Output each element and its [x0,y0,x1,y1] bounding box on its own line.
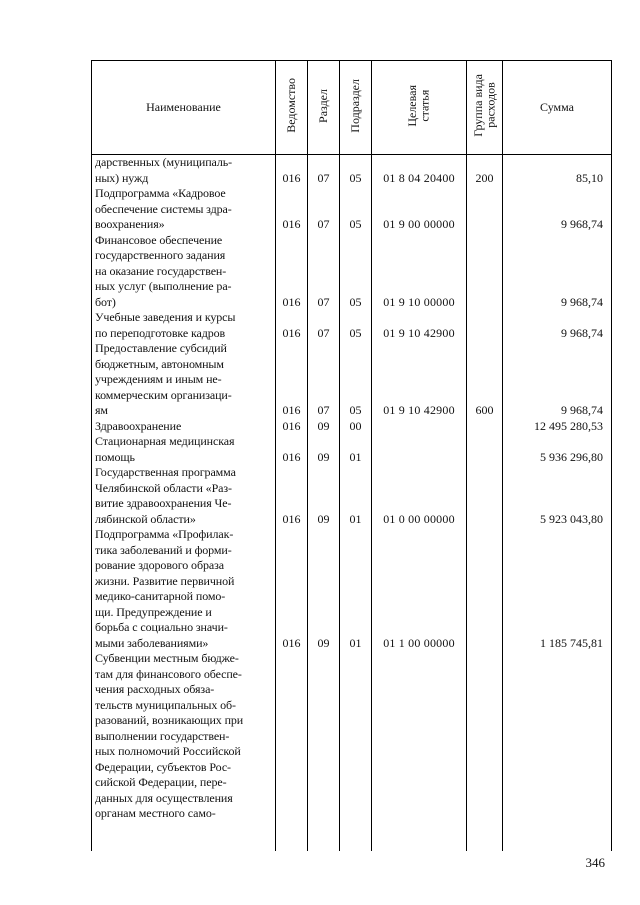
name-line: бюджетным, автономным [95,356,224,371]
name-line: Субвенции местным бюдже- [95,651,239,665]
cell-razdel: 09 [308,465,340,527]
name-line: Подпрограмма «Профилак- [95,527,234,541]
cell-celevaya-statya [372,651,467,851]
cell-gruppa-vida-rashodov [467,186,503,233]
name-line: разований, возникающих при [95,713,244,727]
name-line: бот) [95,294,116,309]
cell-celevaya-statya: 01 9 10 00000 [372,233,467,311]
name-line: медико-санитарной помо- [95,589,226,603]
cell-razdel: 09 [308,434,340,465]
cell-name [92,527,276,651]
cell-name [92,310,276,341]
name-line: обеспечение системы здра- [95,201,232,216]
cell-gruppa-vida-rashodov [467,527,503,651]
cell-podrazdel: 05 [340,310,372,341]
name-line: Федерации, субъектов Рос- [95,759,231,774]
cell-name [92,233,276,311]
table-header [92,61,612,155]
name-line: Государственная программа [95,465,236,479]
name-line: жизни. Развитие первичной [95,573,235,588]
table-row [92,341,612,419]
name-line: лябинской области» [95,511,196,526]
cell-summa: 1 185 745,81 [503,527,612,651]
header-summa: Сумма [503,61,612,155]
cell-vedomstvo: 016 [276,186,308,233]
name-line: Финансовое обеспечение [95,232,223,247]
cell-razdel: 07 [308,233,340,311]
name-line: Здравоохранение [95,418,182,433]
header-name: Наименование [92,61,276,155]
cell-podrazdel: 01 [340,434,372,465]
cell-vedomstvo [276,651,308,851]
name-line: тельств муниципальных об- [95,697,236,712]
cell-vedomstvo: 016 [276,233,308,311]
name-line: воохранения» [95,217,165,231]
cell-celevaya-statya: 01 1 00 00000 [372,527,467,651]
cell-summa: 9 968,74 [503,233,612,311]
cell-celevaya-statya [372,419,467,435]
cell-podrazdel: 05 [340,155,372,187]
name-line: там для финансового обеспе- [95,666,242,681]
name-line: учреждениям и иным не- [95,372,222,386]
cell-podrazdel: 05 [340,186,372,233]
cell-summa: 5 936 296,80 [503,434,612,465]
cell-name [92,434,276,465]
cell-razdel: 09 [308,527,340,651]
cell-vedomstvo: 016 [276,310,308,341]
name-line: Учебные заведения и курсы [95,310,236,324]
name-line: сийской Федерации, пере- [95,775,227,789]
cell-summa: 9 968,74 [503,310,612,341]
cell-celevaya-statya: 01 0 00 00000 [372,465,467,527]
cell-celevaya-statya: 01 9 10 42900 [372,341,467,419]
cell-name [92,155,276,187]
name-line: ных полномочий Российской [95,744,241,758]
name-line: щи. Предупреждение и [95,604,212,619]
name-line: витие здравоохранения Че- [95,496,232,510]
cell-gruppa-vida-rashodov [467,419,503,435]
cell-summa: 85,10 [503,155,612,187]
cell-podrazdel: 05 [340,233,372,311]
cell-celevaya-statya [372,434,467,465]
name-line: тика заболеваний и форми- [95,542,232,557]
cell-name [92,465,276,527]
cell-summa: 9 968,74 [503,341,612,419]
name-line: государственного задания [95,248,226,262]
cell-razdel: 09 [308,419,340,435]
name-line: дарственных (муниципаль- [95,155,233,169]
header-gruppa-vida-rashodov: Группа вида расходов [467,61,503,155]
cell-celevaya-statya: 01 9 10 42900 [372,310,467,341]
table-row [92,310,612,341]
cell-vedomstvo: 016 [276,527,308,651]
cell-summa [503,651,612,851]
name-line: органам местного само- [95,806,216,820]
name-line: мыми заболеваниями» [95,635,209,650]
name-line: выполнении государствен- [95,728,230,743]
name-line: помощь [95,449,135,464]
cell-vedomstvo: 016 [276,465,308,527]
table-row [92,651,612,851]
cell-name [92,651,276,851]
cell-razdel: 07 [308,155,340,187]
cell-podrazdel: 01 [340,465,372,527]
name-line: рование здорового образа [95,558,224,572]
table-row [92,419,612,435]
name-line: коммерческим организаци- [95,387,232,402]
cell-razdel: 07 [308,186,340,233]
cell-vedomstvo: 016 [276,434,308,465]
cell-podrazdel: 00 [340,419,372,435]
header-vedomstvo: Ведомство [276,61,308,155]
name-line: Стационарная медицинская [95,434,235,448]
cell-celevaya-statya: 01 9 00 00000 [372,186,467,233]
cell-celevaya-statya: 01 8 04 20400 [372,155,467,187]
cell-name [92,341,276,419]
cell-gruppa-vida-rashodov [467,465,503,527]
cell-vedomstvo: 016 [276,155,308,187]
cell-gruppa-vida-rashodov [467,434,503,465]
header-razdel: Раздел [308,61,340,155]
name-line: данных для осуществления [95,790,233,805]
cell-razdel: 07 [308,310,340,341]
table-row [92,527,612,651]
cell-name [92,186,276,233]
cell-vedomstvo: 016 [276,341,308,419]
cell-gruppa-vida-rashodov [467,651,503,851]
table-row [92,186,612,233]
table-row [92,434,612,465]
table-row [92,465,612,527]
table-row [92,233,612,311]
name-line: Предоставление субсидий [95,341,227,355]
name-line: Подпрограмма «Кадровое [95,186,226,200]
name-line: на оказание государствен- [95,263,227,278]
table-body [92,155,612,852]
cell-razdel: 07 [308,341,340,419]
page-number: 346 [585,855,605,870]
header-podrazdel: Подраздел [340,61,372,155]
name-line: ям [95,403,108,417]
cell-gruppa-vida-rashodov: 200 [467,155,503,187]
cell-summa: 5 923 043,80 [503,465,612,527]
cell-summa: 9 968,74 [503,186,612,233]
name-line: чения расходных обяза- [95,682,215,696]
name-line: Челябинской области «Раз- [95,480,232,495]
cell-gruppa-vida-rashodov [467,310,503,341]
header-celevaya-statya: Целевая статья [372,61,467,155]
cell-podrazdel: 01 [340,527,372,651]
name-line: по переподготовке кадров [95,325,226,340]
cell-gruppa-vida-rashodov: 600 [467,341,503,419]
table-row [92,155,612,187]
name-line: ных) нужд [95,170,149,185]
cell-name [92,419,276,435]
cell-gruppa-vida-rashodov [467,233,503,311]
cell-vedomstvo: 016 [276,419,308,435]
cell-razdel [308,651,340,851]
cell-summa: 12 495 280,53 [503,419,612,435]
budget-table [91,60,612,851]
cell-podrazdel: 05 [340,341,372,419]
cell-podrazdel [340,651,372,851]
name-line: борьба с социально значи- [95,620,228,634]
name-line: ных услуг (выполнение ра- [95,279,232,293]
